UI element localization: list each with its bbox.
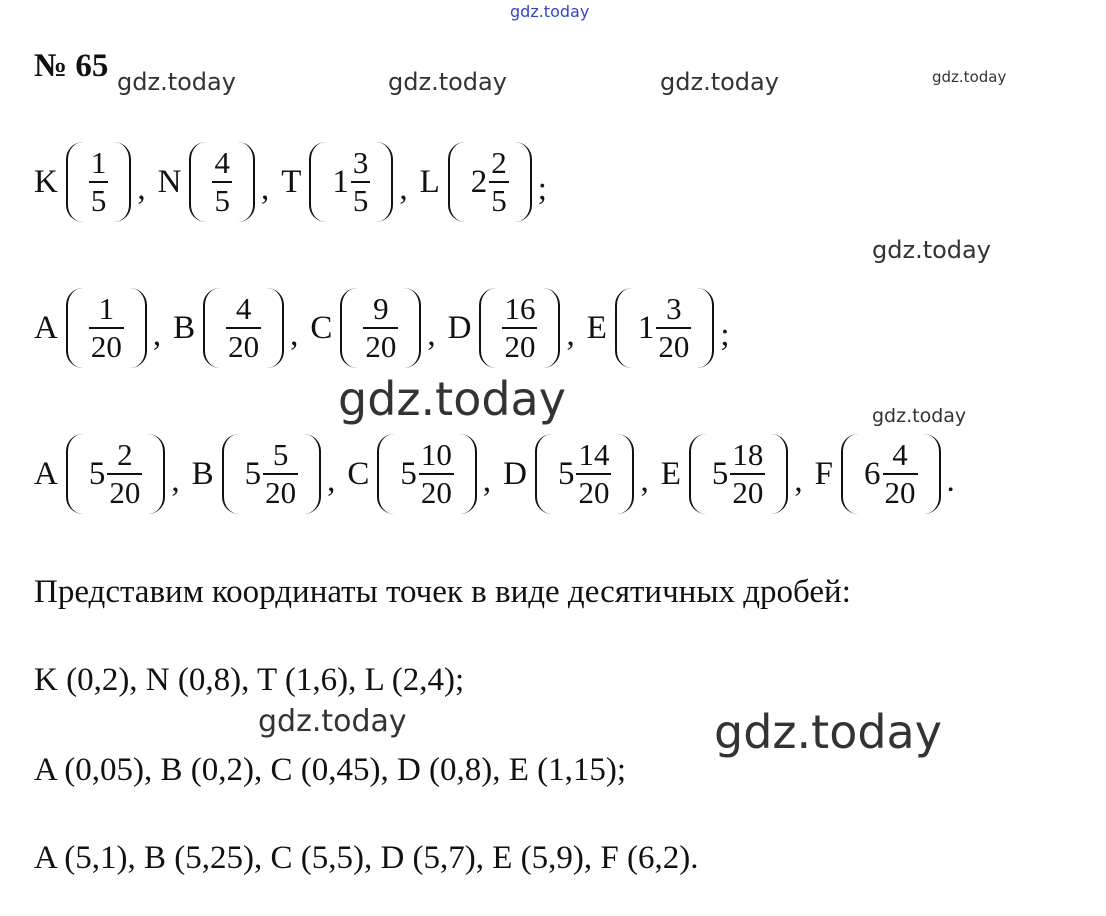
coordinates-row-mixed [34,434,967,514]
whole-part: 5 [711,455,729,492]
numerator: 4 [235,291,252,326]
coordinate-value [85,145,113,219]
right-parenthesis [374,142,393,222]
watermark: gdz.today [660,68,779,96]
separator: ; [720,317,730,353]
numerator: 14 [578,437,610,472]
point-label: N [157,163,182,200]
right-parenthesis [302,434,321,514]
separator: , [171,463,180,499]
coordinate-point [503,434,661,514]
point-label: A [34,309,58,346]
numerator: 4 [892,437,908,472]
coordinate-point [158,142,282,222]
numerator: 1 [98,291,115,326]
watermark: gdz.today [872,236,991,264]
right-parenthesis [541,288,560,368]
point-label: T [281,163,302,200]
coordinate-point [281,142,419,222]
denominator: 20 [109,475,141,510]
coordinate-value [554,437,616,511]
coordinate-value [396,437,458,511]
fraction [502,291,537,365]
coordinates-row-fifths [34,142,559,222]
right-parenthesis [146,434,165,514]
decimal-line-1: K (0,2), N (0,8), T (1,6), L (2,4); [34,662,465,698]
point-label: B [191,455,214,492]
coordinate-point [310,288,447,368]
fraction [363,291,398,365]
numerator: 18 [732,437,764,472]
coordinate-value [860,437,922,511]
denominator: 20 [884,475,916,510]
coordinate-point [34,142,158,222]
numerator: 3 [666,291,682,326]
point-label: D [503,455,527,492]
separator: ; [537,171,547,207]
point-label: L [419,163,440,200]
coordinate-value [634,291,696,365]
watermark-top: gdz.today [510,2,590,21]
right-parenthesis [513,142,532,222]
denominator: 20 [658,329,690,364]
fraction [576,437,611,511]
left-parenthesis [377,434,396,514]
numerator: 3 [352,145,369,180]
numerator: 1 [90,145,107,180]
denominator: 20 [420,475,452,510]
coordinate-value [222,291,265,365]
fraction [883,437,918,511]
coordinate-point [192,434,348,514]
watermark: gdz.today [932,68,1007,86]
numerator: 2 [117,437,133,472]
left-parenthesis [340,288,359,368]
whole-part: 1 [637,309,655,346]
watermark: gdz.today [117,68,236,96]
denominator: 20 [228,329,260,364]
denominator: 20 [90,329,122,364]
fraction [212,145,232,219]
right-parenthesis [615,434,634,514]
whole-part: 5 [244,455,262,492]
fraction [89,145,109,219]
coordinate-point [34,288,173,368]
coordinate-point [448,288,587,368]
numerator: 10 [420,437,452,472]
coordinate-value [359,291,402,365]
left-parenthesis [309,142,328,222]
intro-sentence: Представим координаты точек в виде десятичных дробей: [34,574,851,610]
separator: , [427,317,436,353]
denominator: 20 [265,475,297,510]
coordinate-value [208,145,236,219]
watermark: gdz.today [872,405,967,427]
separator: , [482,463,492,499]
left-parenthesis [189,142,208,222]
point-label: K [34,163,58,200]
denominator: 20 [732,475,764,510]
right-parenthesis [458,434,477,514]
watermark: gdz.today [338,372,566,426]
separator: , [566,317,575,353]
coordinate-point [661,434,815,514]
separator: , [290,317,299,353]
point-label: C [310,309,333,346]
decimal-line-3: A (5,1), B (5,25), C (5,5), D (5,7), E (5,9), F (6,2). [34,840,699,876]
whole-part: 6 [864,455,881,492]
separator: , [260,171,270,207]
numerator: 16 [504,291,536,326]
separator: . [946,463,955,499]
point-label: C [347,455,370,492]
coordinate-point [420,142,559,222]
point-label: E [660,455,681,492]
separator: , [137,171,146,207]
right-parenthesis [695,288,714,368]
numerator: 5 [272,437,289,472]
fraction [107,437,142,511]
fraction [89,291,124,365]
problem-number: № 65 [34,48,109,84]
separator: , [640,463,649,499]
separator: , [794,463,803,499]
coordinate-value [708,437,770,511]
separator: , [399,171,408,207]
left-parenthesis [841,434,860,514]
denominator: 5 [352,183,369,218]
right-parenthesis [769,434,788,514]
left-parenthesis [222,434,241,514]
fraction [263,437,298,511]
fraction [489,145,509,219]
left-parenthesis [448,142,467,222]
left-parenthesis [66,142,85,222]
coordinate-point [34,434,192,514]
fraction [656,291,691,365]
decimal-line-2: A (0,05), B (0,2), C (0,45), D (0,8), E (1,15); [34,752,627,788]
numerator: 9 [373,291,389,326]
denominator: 5 [90,183,107,218]
right-parenthesis [265,288,284,368]
separator: , [327,463,336,499]
left-parenthesis [689,434,708,514]
point-label: D [447,309,472,346]
fraction [351,145,371,219]
left-parenthesis [66,434,85,514]
left-parenthesis [66,288,85,368]
watermark: gdz.today [714,705,942,759]
coordinate-value [85,437,147,511]
denominator: 20 [578,475,610,510]
coordinate-point [173,288,310,368]
whole-part: 5 [88,455,106,492]
point-label: A [34,455,58,492]
watermark: gdz.today [388,68,507,96]
coordinate-value [498,291,541,365]
coordinate-value [328,145,374,219]
coordinate-value [241,437,303,511]
right-parenthesis [236,142,255,222]
separator: , [152,317,162,353]
whole-part: 5 [557,455,575,492]
point-label: F [814,455,833,492]
numerator: 2 [491,145,507,180]
denominator: 5 [214,183,230,218]
coordinates-row-twentieths [34,288,742,368]
fraction [226,291,261,365]
left-parenthesis [535,434,554,514]
left-parenthesis [203,288,222,368]
whole-part: 2 [470,163,488,200]
numerator: 4 [214,145,230,180]
whole-part: 1 [332,163,349,200]
fraction [730,437,765,511]
left-parenthesis [479,288,498,368]
fraction [419,437,454,511]
right-parenthesis [112,142,131,222]
point-label: B [173,309,196,346]
coordinate-value [467,145,513,219]
point-label: E [586,309,607,346]
denominator: 20 [365,329,397,364]
coordinate-point [347,434,503,514]
coordinate-value [85,291,128,365]
denominator: 20 [504,329,536,364]
coordinate-point [587,288,742,368]
coordinate-point [815,434,967,514]
watermark: gdz.today [258,704,407,739]
whole-part: 5 [400,455,417,492]
right-parenthesis [128,288,147,368]
right-parenthesis [402,288,421,368]
left-parenthesis [615,288,634,368]
denominator: 5 [491,183,507,218]
right-parenthesis [922,434,941,514]
